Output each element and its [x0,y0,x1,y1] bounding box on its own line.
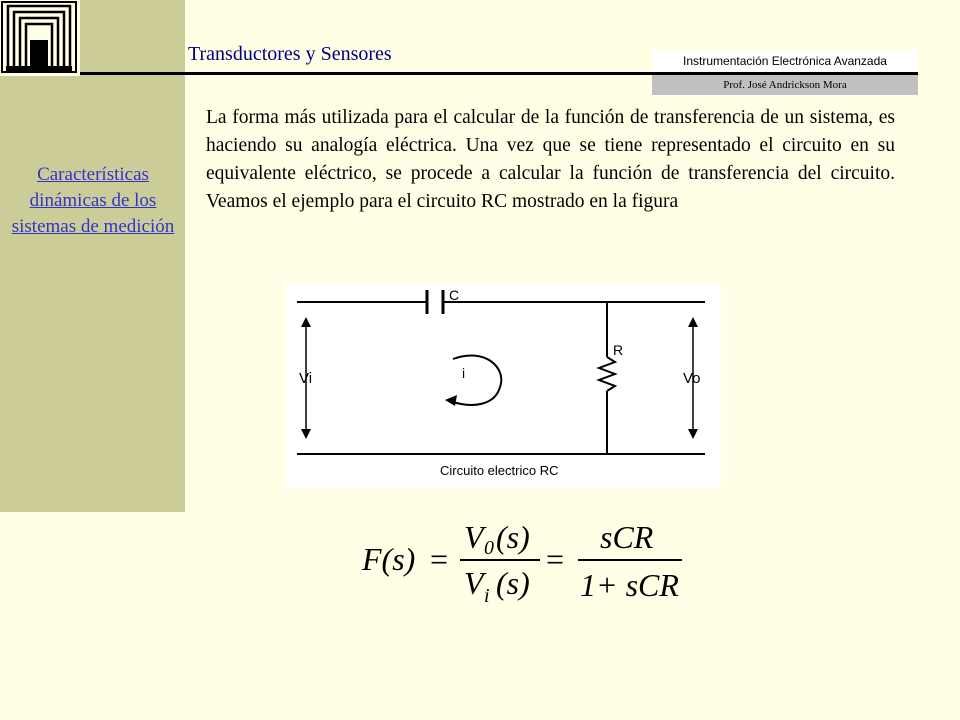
professor-name: Prof. José Andrickson Mora [652,75,918,95]
body-paragraph: La forma más utilizada para el calcular de la función de transferencia de un sistema, es haciendo su analogía eléctrica. Una vez que se tiene representado el circuito en su equivalente eléctrico, se procede a calcular la función de transferencia del circuito. Veamos el ejemplo para el circuito RC mostrado en la figura [206,107,895,212]
output-voltage-label: Vo [683,370,701,387]
resistor-label: R [613,342,624,358]
current-label: i [462,365,466,381]
page-title: Transductores y Sensores [188,43,392,65]
denominator-2: 1+ sCR [580,567,679,603]
denominator-1-sub: i [484,585,490,607]
capacitor-label: C [449,287,460,303]
numerator-1-arg: (s) [496,519,530,555]
course-name: Instrumentación Electrónica Avanzada [652,50,918,72]
sidebar-link-dynamic-characteristics[interactable]: Características dinámicas de los sistemas de medición [11,164,175,237]
numerator-1-var: V [464,519,484,555]
input-voltage-label: Vi [299,370,313,387]
transfer-function-formula [360,510,700,610]
formula-lhs: F(s) [362,541,416,577]
numerator-1-sub: 0 [484,537,494,559]
university-logo [0,0,80,76]
formula-equals-1: = [430,541,449,577]
formula-equals-2: = [546,541,565,577]
numerator-2: sCR [600,519,654,555]
sidebar [0,0,185,512]
rc-circuit-diagram [285,283,721,487]
denominator-1-arg: (s) [496,565,530,601]
denominator-1-var: V [464,565,484,601]
circuit-caption: Circuito electrico RC [440,463,559,478]
